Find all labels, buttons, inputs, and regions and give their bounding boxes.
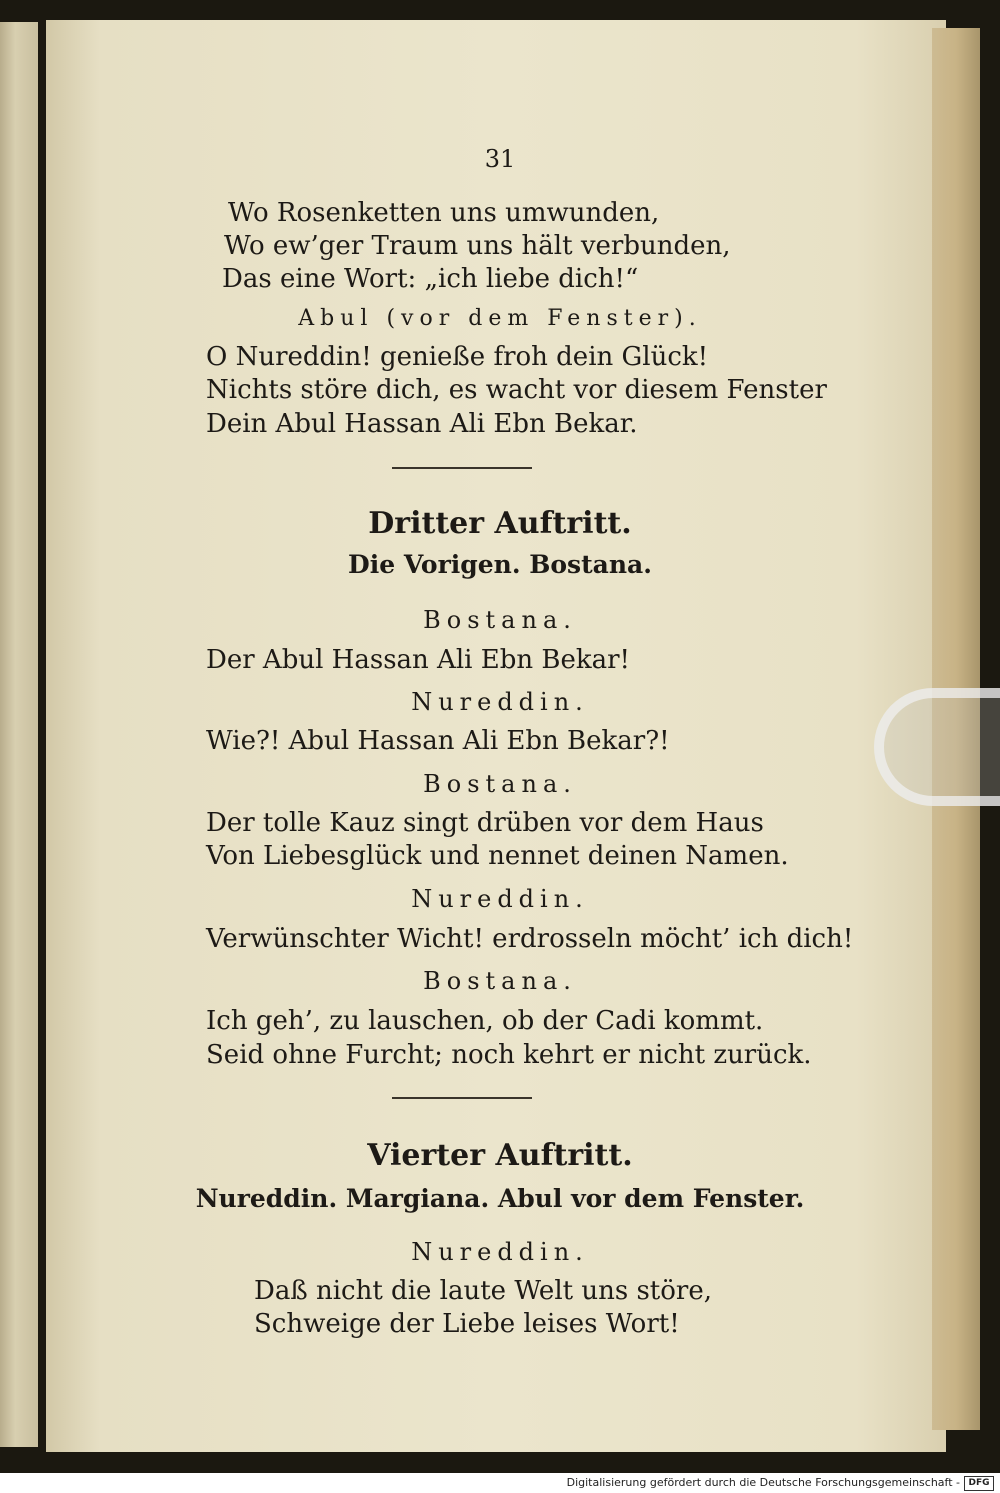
verse-line: O Nureddin! genieße froh dein Glück! <box>206 342 709 372</box>
speaker-name: Nureddin. <box>411 1238 589 1266</box>
page-number: 31 <box>484 145 516 173</box>
verse-line: Ich geh’, zu lauschen, ob der Cadi kommt. <box>206 1006 764 1036</box>
verse-line: Das eine Wort: „ich liebe dich!“ <box>222 264 639 294</box>
footer-bar <box>0 1473 1000 1493</box>
section-divider <box>392 1097 532 1099</box>
speaker-name: Nureddin. <box>411 885 589 913</box>
speaker-name: Bostana. <box>423 606 577 634</box>
scene-heading: Vierter Auftritt. <box>367 1138 633 1173</box>
verse-line: Wo ew’ger Traum uns hält verbunden, <box>224 231 731 261</box>
adjacent-page-edge <box>0 22 38 1447</box>
page-clip <box>874 688 1000 806</box>
section-divider <box>392 467 532 469</box>
cast-list: Die Vorigen. Bostana. <box>348 550 652 579</box>
verse-line: Schweige der Liebe leises Wort! <box>254 1309 680 1339</box>
speaker-name: Bostana. <box>423 770 577 798</box>
verse-line: Verwünschter Wicht! erdrosseln möcht’ ich dich! <box>206 924 854 954</box>
speaker-name: Nureddin. <box>411 688 589 716</box>
verse-line: Wo Rosenketten uns umwunden, <box>228 198 660 228</box>
scene-heading: Dritter Auftritt. <box>368 506 632 541</box>
verse-line: Nichts störe dich, es wacht vor diesem Fenster <box>206 375 827 405</box>
verse-line: Daß nicht die laute Welt uns störe, <box>254 1276 712 1306</box>
verse-line: Der tolle Kauz singt drüben vor dem Haus <box>206 808 764 838</box>
cast-list: Nureddin. Margiana. Abul vor dem Fenster. <box>195 1184 805 1213</box>
verse-line: Von Liebesglück und nennet deinen Namen. <box>206 841 789 871</box>
verse-line: Wie?! Abul Hassan Ali Ebn Bekar?! <box>206 726 670 756</box>
dfg-logo-icon: DFG <box>964 1476 994 1491</box>
speaker-name: Bostana. <box>423 967 577 995</box>
verse-line: Seid ohne Furcht; noch kehrt er nicht zurück. <box>206 1040 812 1070</box>
verse-line: Dein Abul Hassan Ali Ebn Bekar. <box>206 409 638 439</box>
speaker-name: Abul (vor dem Fenster). <box>298 306 702 331</box>
verse-line: Der Abul Hassan Ali Ebn Bekar! <box>206 645 630 675</box>
funding-credit: Digitalisierung gefördert durch die Deutsche Forschungsgemeinschaft - <box>566 1476 960 1489</box>
